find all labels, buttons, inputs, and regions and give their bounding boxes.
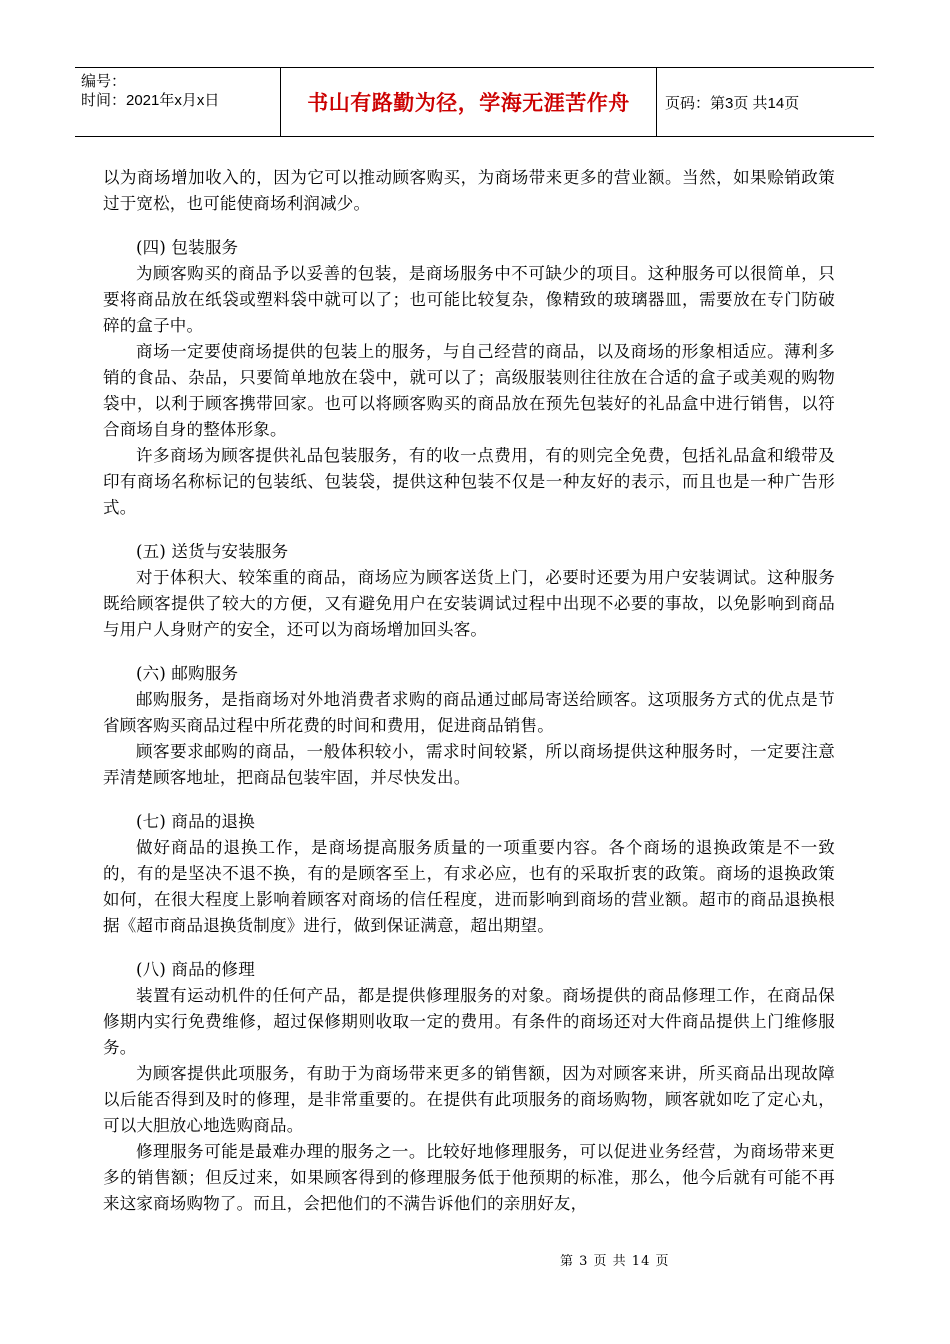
paragraph: 为顾客提供此项服务，有助于为商场带来更多的销售额，因为对顾客来讲，所买商品出现故障以后能否得到及时的修理，是非常重要的。在提供有此项服务的商场购物，顾客就如吃了定心丸，可以大胆放心地选购商品。 [103,1064,835,1135]
paragraph: 顾客要求邮购的商品，一般体积较小，需求时间较紧，所以商场提供这种服务时，一定要注意弄清楚顾客地址，把商品包装牢固，并尽快发出。 [103,742,835,787]
section-heading: (五) 送货与安装服务 [136,542,289,561]
paragraph: 修理服务可能是最难办理的服务之一。比较好地修理服务，可以促进业务经营，为商场带来更多的销售额；但反过来，如果顾客得到的修理服务低于他预期的标准，那么，他今后就有可能不再来这家商场购物了。而且，会把他们的不满告诉他们的亲朋好友， [103,1142,835,1213]
paragraph: 许多商场为顾客提供礼品包装服务，有的收一点费用，有的则完全免费，包括礼品盒和缎带及印有商场名称标记的包装纸、包装袋，提供这种包装不仅是一种友好的表示，而且也是一种广告形式。 [103,446,835,517]
page-footer: 第 3 页 共 14 页 [560,1254,670,1269]
paragraph: 邮购服务，是指商场对外地消费者求购的商品通过邮局寄送给顾客。这项服务方式的优点是节省顾客购买商品过程中所花费的时间和费用，促进商品销售。 [103,690,835,735]
section-heading: (四) 包装服务 [136,238,239,257]
section-heading: (八) 商品的修理 [136,960,255,979]
header-number: 编号： [81,73,127,90]
section-heading: (七) 商品的退换 [136,812,255,831]
document-body [103,165,835,1217]
header-time: 时间：2021年x月x日 [81,92,220,109]
header-page-number: 页码：第3页 共14页 [665,94,800,112]
paragraph: 对于体积大、较笨重的商品，商场应为顾客送货上门，必要时还要为用户安装调试。这种服务既给顾客提供了较大的方便，又有避免用户在安装调试过程中出现不必要的事故，以免影响到商品与用户人身财产的安全，还可以为商场增加回头客。 [103,568,835,639]
section-heading: (六) 邮购服务 [136,664,239,683]
header-meta [81,72,219,110]
header-motto: 书山有路勤为径，学海无涯苦作舟 [307,91,630,115]
page-header [75,67,874,137]
paragraph: 商场一定要使商场提供的包装上的服务，与自己经营的商品，以及商场的形象相适应。薄利多销的食品、杂品，只要简单地放在袋中，就可以了；高级服装则往往放在合适的盒子或美观的购物袋中，以利于顾客携带回家。也可以将顾客购买的商品放在预先包装好的礼品盒中进行销售，以符合商场自身的整体形象。 [103,342,835,439]
paragraph: 为顾客购买的商品予以妥善的包装，是商场服务中不可缺少的项目。这种服务可以很简单，只要将商品放在纸袋或塑料袋中就可以了；也可能比较复杂，像精致的玻璃器皿，需要放在专门防破碎的盒子中。 [103,264,835,335]
paragraph: 装置有运动机件的任何产品，都是提供修理服务的对象。商场提供的商品修理工作，在商品保修期内实行免费维修，超过保修期则收取一定的费用。有条件的商场还对大件商品提供上门维修服务。 [103,986,835,1057]
paragraph: 做好商品的退换工作，是商场提高服务质量的一项重要内容。各个商场的退换政策是不一致的，有的是坚决不退不换，有的是顾客至上，有求必应，也有的采取折衷的政策。商场的退换政策如何，在很大程度上影响着顾客对商场的信任程度，进而影响到商场的营业额。超市的商品退换根据《超市商品退换货制度》进行，做到保证满意，超出期望。 [103,838,835,935]
paragraph: 以为商场增加收入的，因为它可以推动顾客购买，为商场带来更多的营业额。当然，如果赊销政策过于宽松，也可能使商场利润减少。 [103,168,835,213]
